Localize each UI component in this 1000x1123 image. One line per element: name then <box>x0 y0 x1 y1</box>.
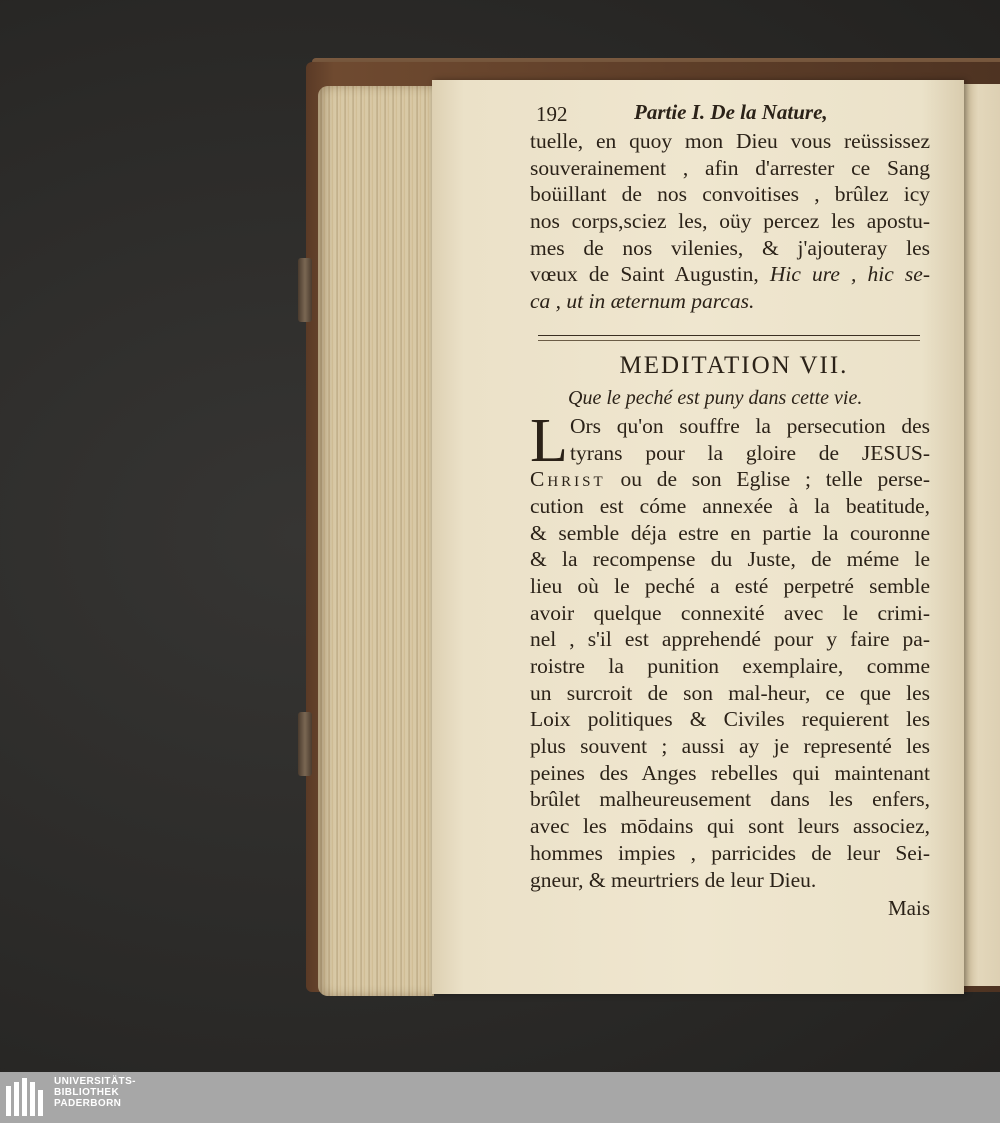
facing-page-edge <box>964 84 1000 986</box>
catchword: Mais <box>888 896 930 921</box>
page-edges <box>318 86 434 996</box>
text-line: boüillant de nos convoitises , brûlez icy <box>530 182 930 207</box>
meditation-subheading: Que le peché est puny dans cette vie. <box>568 386 863 409</box>
logo-line: UNIVERSITÄTS- <box>54 1076 136 1087</box>
page-text <box>530 98 930 921</box>
logo-line: BIBLIOTHEK <box>54 1087 120 1098</box>
header-title: Partie I. De la Nature, <box>634 100 828 124</box>
clasp-lower-icon <box>298 712 312 776</box>
text-line: peines des Anges rebelles qui maintenant <box>530 760 930 785</box>
section-divider <box>530 315 930 349</box>
text-line: lieu où le peché a esté perpetré semble <box>530 573 930 598</box>
library-logo-icon <box>6 1078 46 1116</box>
text-line <box>530 261 930 288</box>
text-line: nos corps,sciez les, oüy percez les apostu- <box>530 209 930 234</box>
small-caps-word: Christ <box>530 467 606 492</box>
library-footer <box>0 1072 1000 1123</box>
drop-cap: L <box>530 406 568 475</box>
text-line: hommes impies , parricides de leur Sei- <box>530 840 930 865</box>
text-line: & semble déja estre en partie la couronne <box>530 520 930 545</box>
page-number: 192 <box>536 102 568 126</box>
text-line: mes de nos vilenies, & j'ajouteray les <box>530 235 930 260</box>
latin-quote: Hic ure , hic se- <box>769 262 930 287</box>
text-line: un surcroit de son mal-heur, ce que les <box>530 680 930 705</box>
text-line: roistre la punition exemplaire, comme <box>530 654 930 678</box>
text-line: & la recompense du Juste, de méme le <box>530 547 930 572</box>
text-line: plus souvent ; aussi ay je representé les <box>530 734 930 759</box>
latin-quote: ca , ut in æternum parcas. <box>530 289 755 314</box>
text-line: avec les mōdains qui sont leurs associez, <box>530 814 930 839</box>
meditation-paragraph <box>530 406 930 893</box>
library-logo-text <box>54 1076 136 1109</box>
clasp-upper-icon <box>298 258 312 322</box>
text-line: avoir quelque connexité avec le crimi- <box>530 600 930 625</box>
text-line: gneur, & meurtriers de leur Dieu. <box>530 867 817 892</box>
text-line: souverainement , afin d'arrester ce Sang <box>530 155 930 180</box>
running-head <box>530 98 930 128</box>
text-line: brûlet malheureusement dans les enfers, <box>530 787 930 812</box>
text-line: tuelle, en quoy mon Dieu vous reüssissez <box>530 129 930 153</box>
text-line: nel , s'il est apprehendé pour y faire pa- <box>530 627 930 652</box>
text-segment: vœux de Saint Augustin, <box>530 262 770 287</box>
logo-line: PADERBORN <box>54 1098 122 1109</box>
text-line <box>530 466 930 493</box>
text-line: Loix politiques & Civiles requierent les <box>530 707 930 732</box>
text-segment: ou de son Eglise ; telle perse- <box>605 467 930 492</box>
divider-rule-thin <box>538 340 920 341</box>
text-line: Ors qu'on souffre la persecution des <box>570 413 930 438</box>
meditation-heading: MEDITATION VII. <box>619 351 849 379</box>
divider-rule <box>538 335 920 336</box>
text-line: tyrans pour la gloire de JESUS- <box>570 440 930 465</box>
text-line: cution est cóme annexée à la beatitude, <box>530 493 930 518</box>
